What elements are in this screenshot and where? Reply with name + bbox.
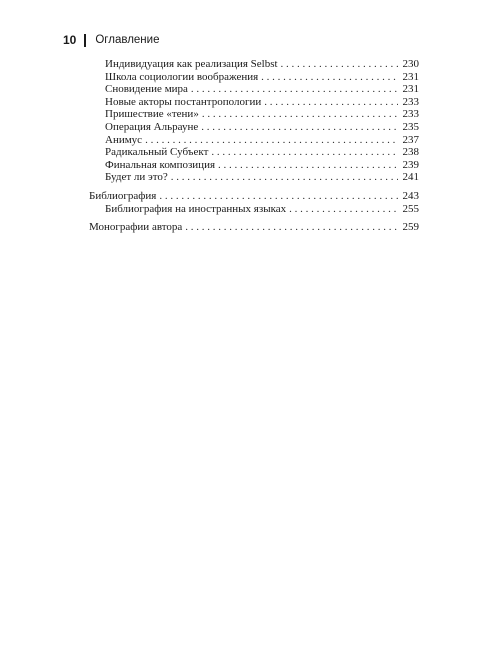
toc-dot-leader [261, 71, 398, 84]
toc-entry-page: 233 [402, 108, 419, 121]
toc-entry-page: 231 [402, 83, 419, 96]
toc-entry-page: 239 [402, 158, 419, 171]
toc-dot-leader [185, 221, 398, 234]
toc-entry-page: 259 [402, 221, 419, 234]
toc-dot-leader [201, 121, 398, 134]
toc-entry-title: Библиография [89, 189, 157, 202]
toc-entry-title: Финальная композиция [105, 158, 216, 171]
toc-entry [89, 159, 419, 172]
toc-dot-leader [191, 83, 398, 96]
toc-entry [89, 121, 419, 134]
table-of-contents [89, 58, 419, 234]
toc-entry-page: 233 [402, 95, 419, 108]
toc-entry-title: Монографии автора [89, 221, 183, 234]
header-separator [84, 34, 86, 47]
toc-entry-page: 238 [402, 146, 419, 159]
toc-dot-leader [145, 134, 398, 147]
toc-entry [89, 134, 419, 147]
page-number: 10 [63, 33, 77, 47]
toc-dot-leader [171, 171, 398, 184]
toc-entry-page: 237 [402, 133, 419, 146]
page-header [63, 33, 159, 47]
toc-entry-title: Анимус [105, 133, 143, 146]
toc-entry [89, 108, 419, 121]
toc-entry-page: 231 [402, 70, 419, 83]
toc-entry-title: Библиография на иностранных языках [105, 202, 287, 215]
toc-entry [89, 146, 419, 159]
toc-entry-page: 255 [402, 202, 419, 215]
toc-entry [89, 190, 419, 203]
running-title: Оглавление [95, 34, 160, 46]
toc-dot-leader [218, 159, 398, 172]
toc-dot-leader [281, 58, 398, 71]
toc-entry [89, 83, 419, 96]
toc-entry-page: 241 [402, 171, 419, 184]
toc-entry-page: 243 [402, 189, 419, 202]
toc-entry-page: 235 [402, 120, 419, 133]
toc-entry-title: Операция Альрауне [105, 120, 199, 133]
toc-entry-title: Школа социологии воображения [105, 70, 259, 83]
toc-entry [89, 203, 419, 216]
toc-entry-title: Сновидение мира [105, 83, 188, 96]
toc-entry [89, 96, 419, 109]
toc-dot-leader [289, 203, 398, 216]
toc-entry-title: Будет ли это? [105, 171, 168, 184]
toc-dot-leader [211, 146, 398, 159]
toc-dot-leader [159, 190, 398, 203]
toc-entry [89, 221, 419, 234]
toc-dot-leader [264, 96, 398, 109]
toc-entry [89, 71, 419, 84]
toc-entry-title: Пришествие «тени» [105, 108, 199, 121]
toc-entry-page: 230 [402, 58, 419, 70]
toc-entry-title: Новые акторы постантропологии [105, 95, 262, 108]
toc-dot-leader [202, 108, 398, 121]
toc-entry-title: Радикальный Субъект [105, 146, 209, 159]
toc-entry [89, 58, 419, 71]
toc-entry [89, 171, 419, 184]
toc-entry-title: Индивидуация как реализация Selbst [105, 58, 278, 70]
